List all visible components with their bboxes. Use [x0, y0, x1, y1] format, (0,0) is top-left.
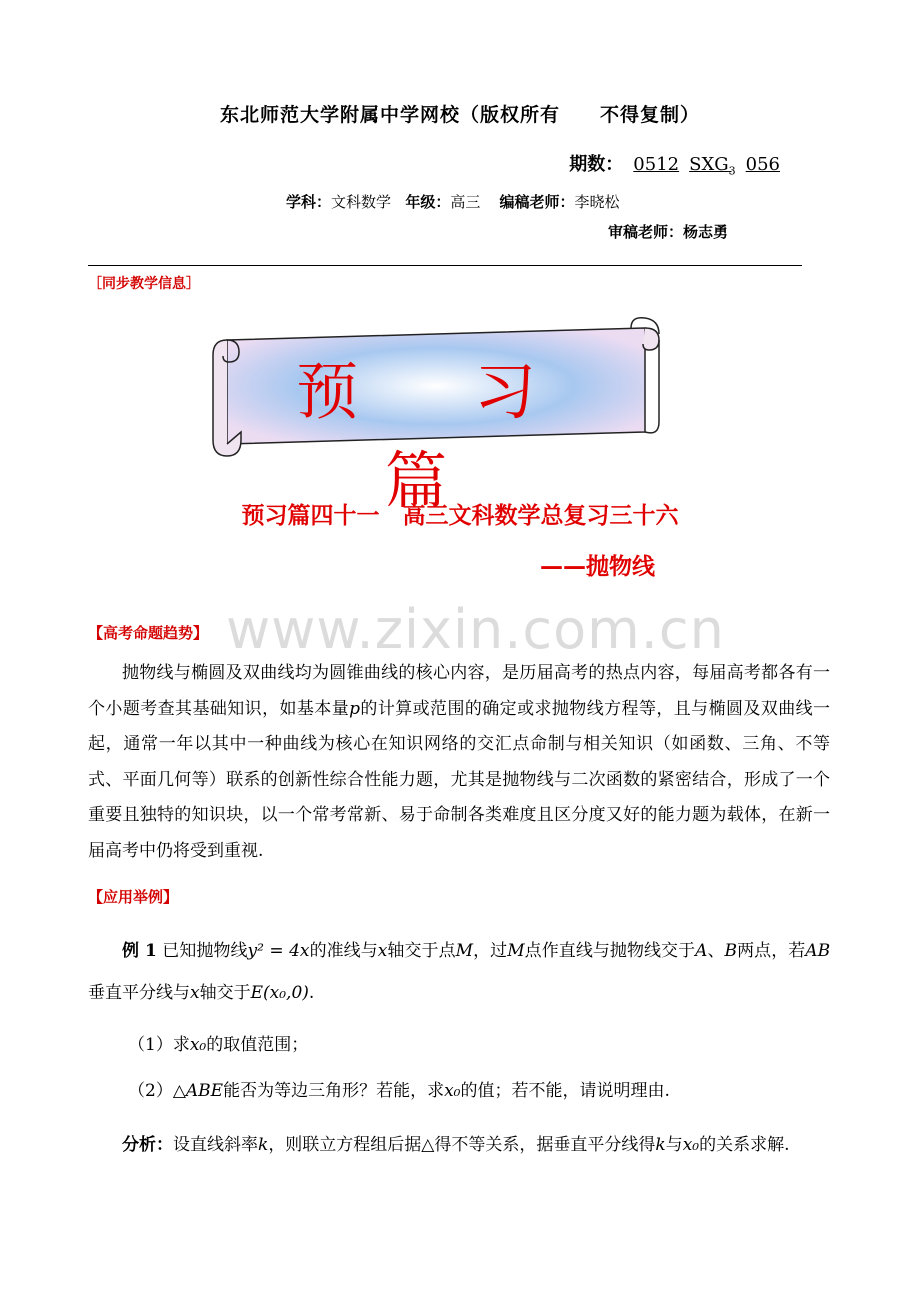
var-k: k: [258, 1135, 269, 1155]
grade-value: 高三: [450, 193, 481, 211]
var-x0: x₀: [189, 1035, 207, 1055]
editor-label: 编稿老师：: [499, 193, 575, 211]
meta-row-2: [608, 221, 728, 242]
an-text-d: 的关系求解.: [699, 1135, 790, 1155]
section-sync-info: ［同步教学信息］: [88, 276, 200, 292]
ex-text-d: ，过: [473, 941, 508, 961]
meta-row-1: [286, 191, 619, 212]
an-text-c: 与: [665, 1135, 683, 1155]
ex-text-c: 轴交于点: [387, 941, 456, 961]
var-p: p: [349, 698, 361, 719]
analysis: [88, 1124, 830, 1166]
eq-parabola: y² = 4x: [247, 941, 310, 961]
issue-code-number: 056: [745, 154, 780, 175]
issue-code: [689, 154, 736, 178]
subject-label: 学科：: [286, 193, 332, 211]
q1-text-a: （1）求: [128, 1035, 190, 1055]
issue-number: 0512: [633, 154, 680, 175]
page-header-title: 东北师范大学附属中学网校（版权所有 不得复制）: [219, 104, 700, 126]
ex-text-f: 、: [707, 941, 725, 961]
question-2: [128, 1076, 670, 1101]
ex-text-e: 点作直线与抛物线交于: [524, 941, 696, 961]
header-divider: [88, 265, 802, 266]
an-text-a: 设直线斜率: [173, 1135, 258, 1155]
example-1: [88, 930, 830, 1014]
var-k-2: k: [655, 1135, 666, 1155]
subject-value: 文科数学: [331, 193, 392, 211]
watermark: www.zixin.com.cn: [226, 598, 725, 661]
var-x-2: x: [190, 983, 200, 1003]
q1-text-b: 的取值范围；: [206, 1035, 309, 1055]
q2-text-c: 的值；若不能，请说明理由.: [460, 1081, 670, 1101]
issue-info: [569, 150, 780, 178]
issue-code-sub: 3: [728, 164, 736, 178]
var-m: M: [455, 941, 474, 961]
reviewer-value: 杨志勇: [683, 223, 729, 241]
var-abe: ABE: [185, 1081, 224, 1101]
ex-text-b: 的准线与: [309, 941, 378, 961]
editor-value: 李晓松: [574, 193, 620, 211]
q2-text-b: 能否为等边三角形？若能，求: [223, 1081, 445, 1101]
section-application-heading: 【应用举例】: [88, 888, 179, 906]
var-b: B: [724, 941, 738, 961]
var-x0-3: x₀: [682, 1135, 700, 1155]
lesson-subtitle: ——抛物线: [540, 554, 655, 580]
ex-text-i: 轴交于: [199, 983, 251, 1003]
ex-text-a: 已知抛物线: [162, 941, 248, 961]
ex-text-g: 两点，若: [737, 941, 806, 961]
ex-text-j: .: [308, 983, 315, 1003]
issue-label: 期数：: [569, 154, 624, 175]
issue-code-main: SXG: [689, 154, 729, 175]
section-trend-heading: 【高考命题趋势】: [88, 624, 209, 642]
var-ab: AB: [805, 941, 831, 961]
var-x0-2: x₀: [444, 1081, 461, 1101]
example-label: 例 1: [122, 941, 157, 961]
analysis-label: 分析：: [122, 1135, 173, 1155]
var-m-2: M: [507, 941, 525, 961]
trend-paragraph: [88, 656, 830, 869]
banner-title: 预 习 篇: [296, 355, 584, 517]
lesson-title: 预习篇四十一 高三文科数学总复习三十六: [241, 503, 679, 529]
grade-label: 年级：: [405, 193, 451, 211]
trend-text-1: 抛物线与椭圆及双曲线均为圆锥曲线的核心内容，是历届高考的热点内容，每届高考都各有一个小题考查其基础知识，如基本量: [88, 663, 830, 719]
trend-text-2: 的计算或范围的确定或求抛物线方程等，且与椭圆及双曲线一起，通常一年以其中一种曲线为核心在知识网络的交汇点命制与相关知识（如函数、三角、不等式、平面几何等）联系的创新性综合性能力题，尤其是抛物线与二次函数的紧密结合，形成了一个重要且独特的知识块，以一个常考常新、易于命制各类难度且区分度又好的能力题为载体，在新一届高考中仍将受到重视.: [88, 698, 831, 861]
q2-text-a: （2）△: [128, 1081, 186, 1101]
var-a: A: [695, 941, 708, 961]
var-x: x: [377, 941, 388, 961]
question-1: [128, 1030, 308, 1055]
an-text-b: ，则联立方程组后据△得不等关系，据垂直平分线得: [268, 1135, 656, 1155]
reviewer-label: 审稿老师：: [608, 223, 684, 241]
var-e: E(x₀,0): [250, 983, 309, 1003]
ex-text-h: 垂直平分线与: [88, 983, 190, 1003]
